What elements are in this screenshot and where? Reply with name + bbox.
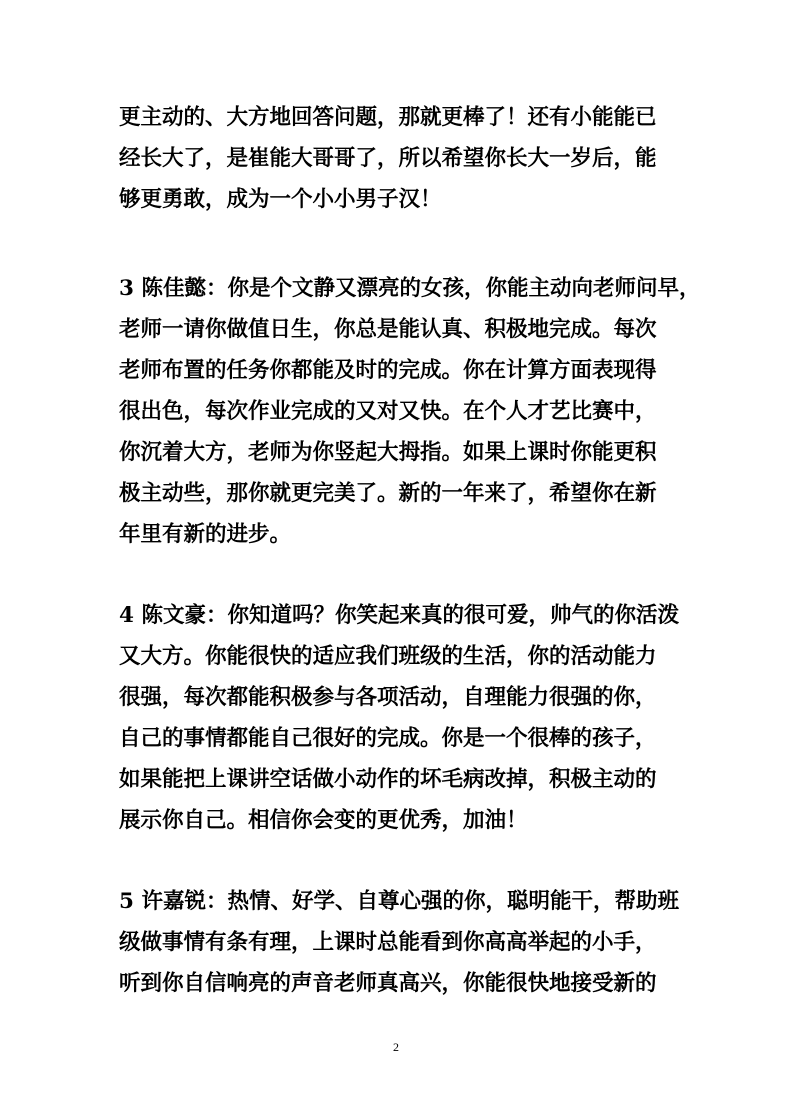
text-line: 4 陈文豪：你知道吗？你笑起来真的很可爱，帅气的你活泼: [119, 603, 679, 628]
text-line: 更主动的、大方地回答问题，那就更棒了！还有小能能已: [119, 105, 657, 130]
text-line: 你沉着大方，老师为你竖起大拇指。如果上课时你能更积: [119, 440, 657, 465]
text-line: 很出色，每次作业完成的又对又快。在个人才艺比赛中，: [119, 399, 657, 424]
text-line: 极主动些，那你就更完美了。新的一年来了，希望你在新: [119, 481, 657, 506]
text-line: 如果能把上课讲空话做小动作的坏毛病改掉，积极主动的: [119, 767, 657, 792]
text-line: 经长大了，是崔能大哥哥了，所以希望你长大一岁后，能: [119, 146, 657, 171]
text-line: 5 许嘉锐：热情、好学、自尊心强的你，聪明能干，帮助班: [119, 889, 679, 914]
text-line: 级做事情有条有理，上课时总能看到你高高举起的小手，: [119, 930, 657, 955]
text-line: 听到你自信响亮的声音老师真高兴，你能很快地接受新的: [119, 971, 657, 996]
text-line: 自己的事情都能自己很好的完成。你是一个很棒的孩子，: [119, 726, 657, 751]
text-line: 展示你自己。相信你会变的更优秀，加油！: [119, 808, 528, 833]
text-line: 很强，每次都能积极参与各项活动，自理能力很强的你，: [119, 685, 657, 710]
text-line: 老师一请你做值日生，你总是能认真、积极地完成。每次: [119, 317, 657, 342]
page-number: 2: [393, 1040, 399, 1054]
text-line: 又大方。你能很快的适应我们班级的生活，你的活动能力: [119, 644, 657, 669]
text-line: 3 陈佳懿：你是个文静又漂亮的女孩，你能主动向老师问早，: [119, 276, 701, 301]
text-line: 老师布置的任务你都能及时的完成。你在计算方面表现得: [119, 358, 657, 383]
text-line: 年里有新的进步。: [119, 522, 292, 547]
text-line: 够更勇敢，成为一个小小男子汉！: [119, 187, 442, 212]
